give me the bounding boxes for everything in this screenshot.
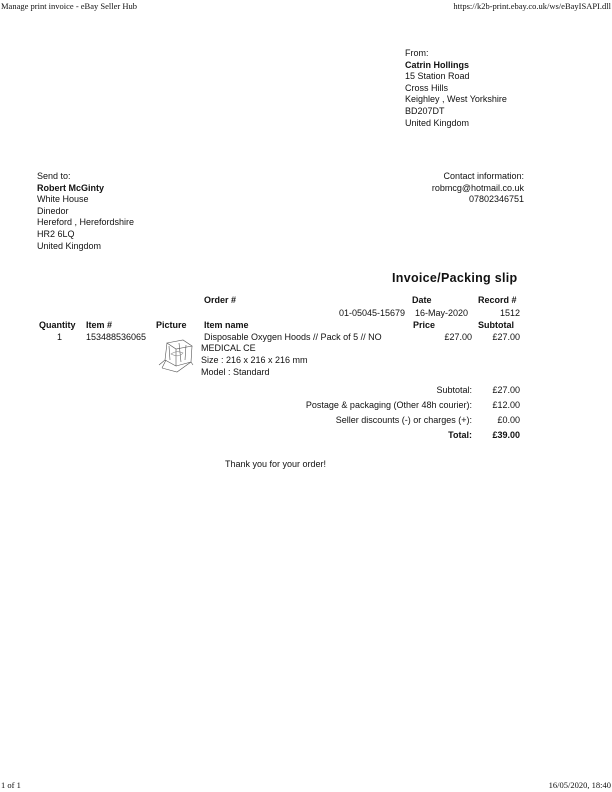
send-to-line: Dinedor [37, 205, 69, 216]
print-footer-timestamp: 16/05/2020, 18:40 [548, 780, 611, 790]
from-line: 15 Station Road [405, 71, 470, 82]
quantity-header: Quantity [39, 320, 76, 330]
send-to-line: United Kingdom [37, 240, 102, 251]
send-to-line: HR2 6LQ [37, 228, 75, 239]
order-number: 01-05045-15679 [338, 308, 405, 318]
postage-label: Postage & packaging (Other 48h courier): [305, 400, 472, 410]
subtotal-label: Subtotal: [436, 385, 472, 395]
item-name[interactable]: Disposable Oxygen Hoods // Pack of 5 // NO [204, 332, 382, 342]
item-number[interactable]: 153488536065 [86, 332, 147, 342]
print-header-title: Manage print invoice - eBay Seller Hub [1, 1, 137, 11]
discount-value: £0.00 [497, 415, 520, 425]
item-price: £27.00 [444, 332, 472, 342]
item-name-header: Item name [204, 320, 249, 330]
item-number-header: Item # [86, 320, 113, 330]
from-line: Keighley , West Yorkshire [405, 94, 507, 105]
contact-information [432, 171, 524, 206]
subtotal-value: £27.00 [492, 385, 520, 395]
thank-you-message: Thank you for your order! [225, 459, 327, 469]
send-to-label: Send to: [37, 171, 71, 181]
discount-label: Seller discounts (-) or charges (+): [335, 415, 472, 425]
price-header: Price [413, 320, 436, 330]
send-to-address [37, 171, 134, 252]
total-label: Total: [448, 430, 472, 440]
record-number-header: Record # [478, 295, 517, 305]
oxygen-hood-thumbnail-icon [157, 338, 197, 374]
send-to-line: White House [37, 194, 89, 205]
print-header-url: https://k2b-print.ebay.co.uk/ws/eBayISAPI.dll [453, 1, 611, 11]
item-picture[interactable] [157, 338, 197, 374]
send-to-line: Hereford , Herefordshire [37, 217, 135, 228]
from-address [405, 48, 507, 129]
invoice-title: Invoice/Packing slip [392, 271, 518, 285]
item-subtotal: £27.00 [492, 332, 520, 342]
postage-value: £12.00 [492, 400, 520, 410]
order-number-header: Order # [204, 295, 237, 305]
from-name: Catrin Hollings [405, 59, 470, 70]
from-line: Cross Hills [405, 82, 449, 93]
subtotal-header: Subtotal [478, 320, 514, 330]
contact-email[interactable]: robmcg@hotmail.co.uk [431, 182, 524, 193]
total-value: £39.00 [492, 430, 520, 440]
order-date: 16-May-2020 [415, 308, 469, 318]
picture-header: Picture [156, 320, 187, 330]
record-number: 1512 [499, 308, 520, 318]
from-line: United Kingdom [405, 117, 470, 128]
contact-label: Contact information: [443, 171, 524, 181]
from-label: From: [405, 48, 429, 58]
send-to-name: Robert McGinty [37, 182, 105, 193]
item-size: Size : 216 x 216 x 216 mm [201, 355, 308, 365]
item-model: Model : Standard [201, 367, 270, 377]
print-footer-page: 1 of 1 [1, 780, 21, 790]
from-line: BD207DT [405, 105, 445, 116]
item-quantity: 1 [57, 332, 63, 342]
date-header: Date [412, 295, 432, 305]
item-name-continued: MEDICAL CE [201, 343, 256, 353]
contact-phone: 07802346751 [468, 194, 524, 205]
